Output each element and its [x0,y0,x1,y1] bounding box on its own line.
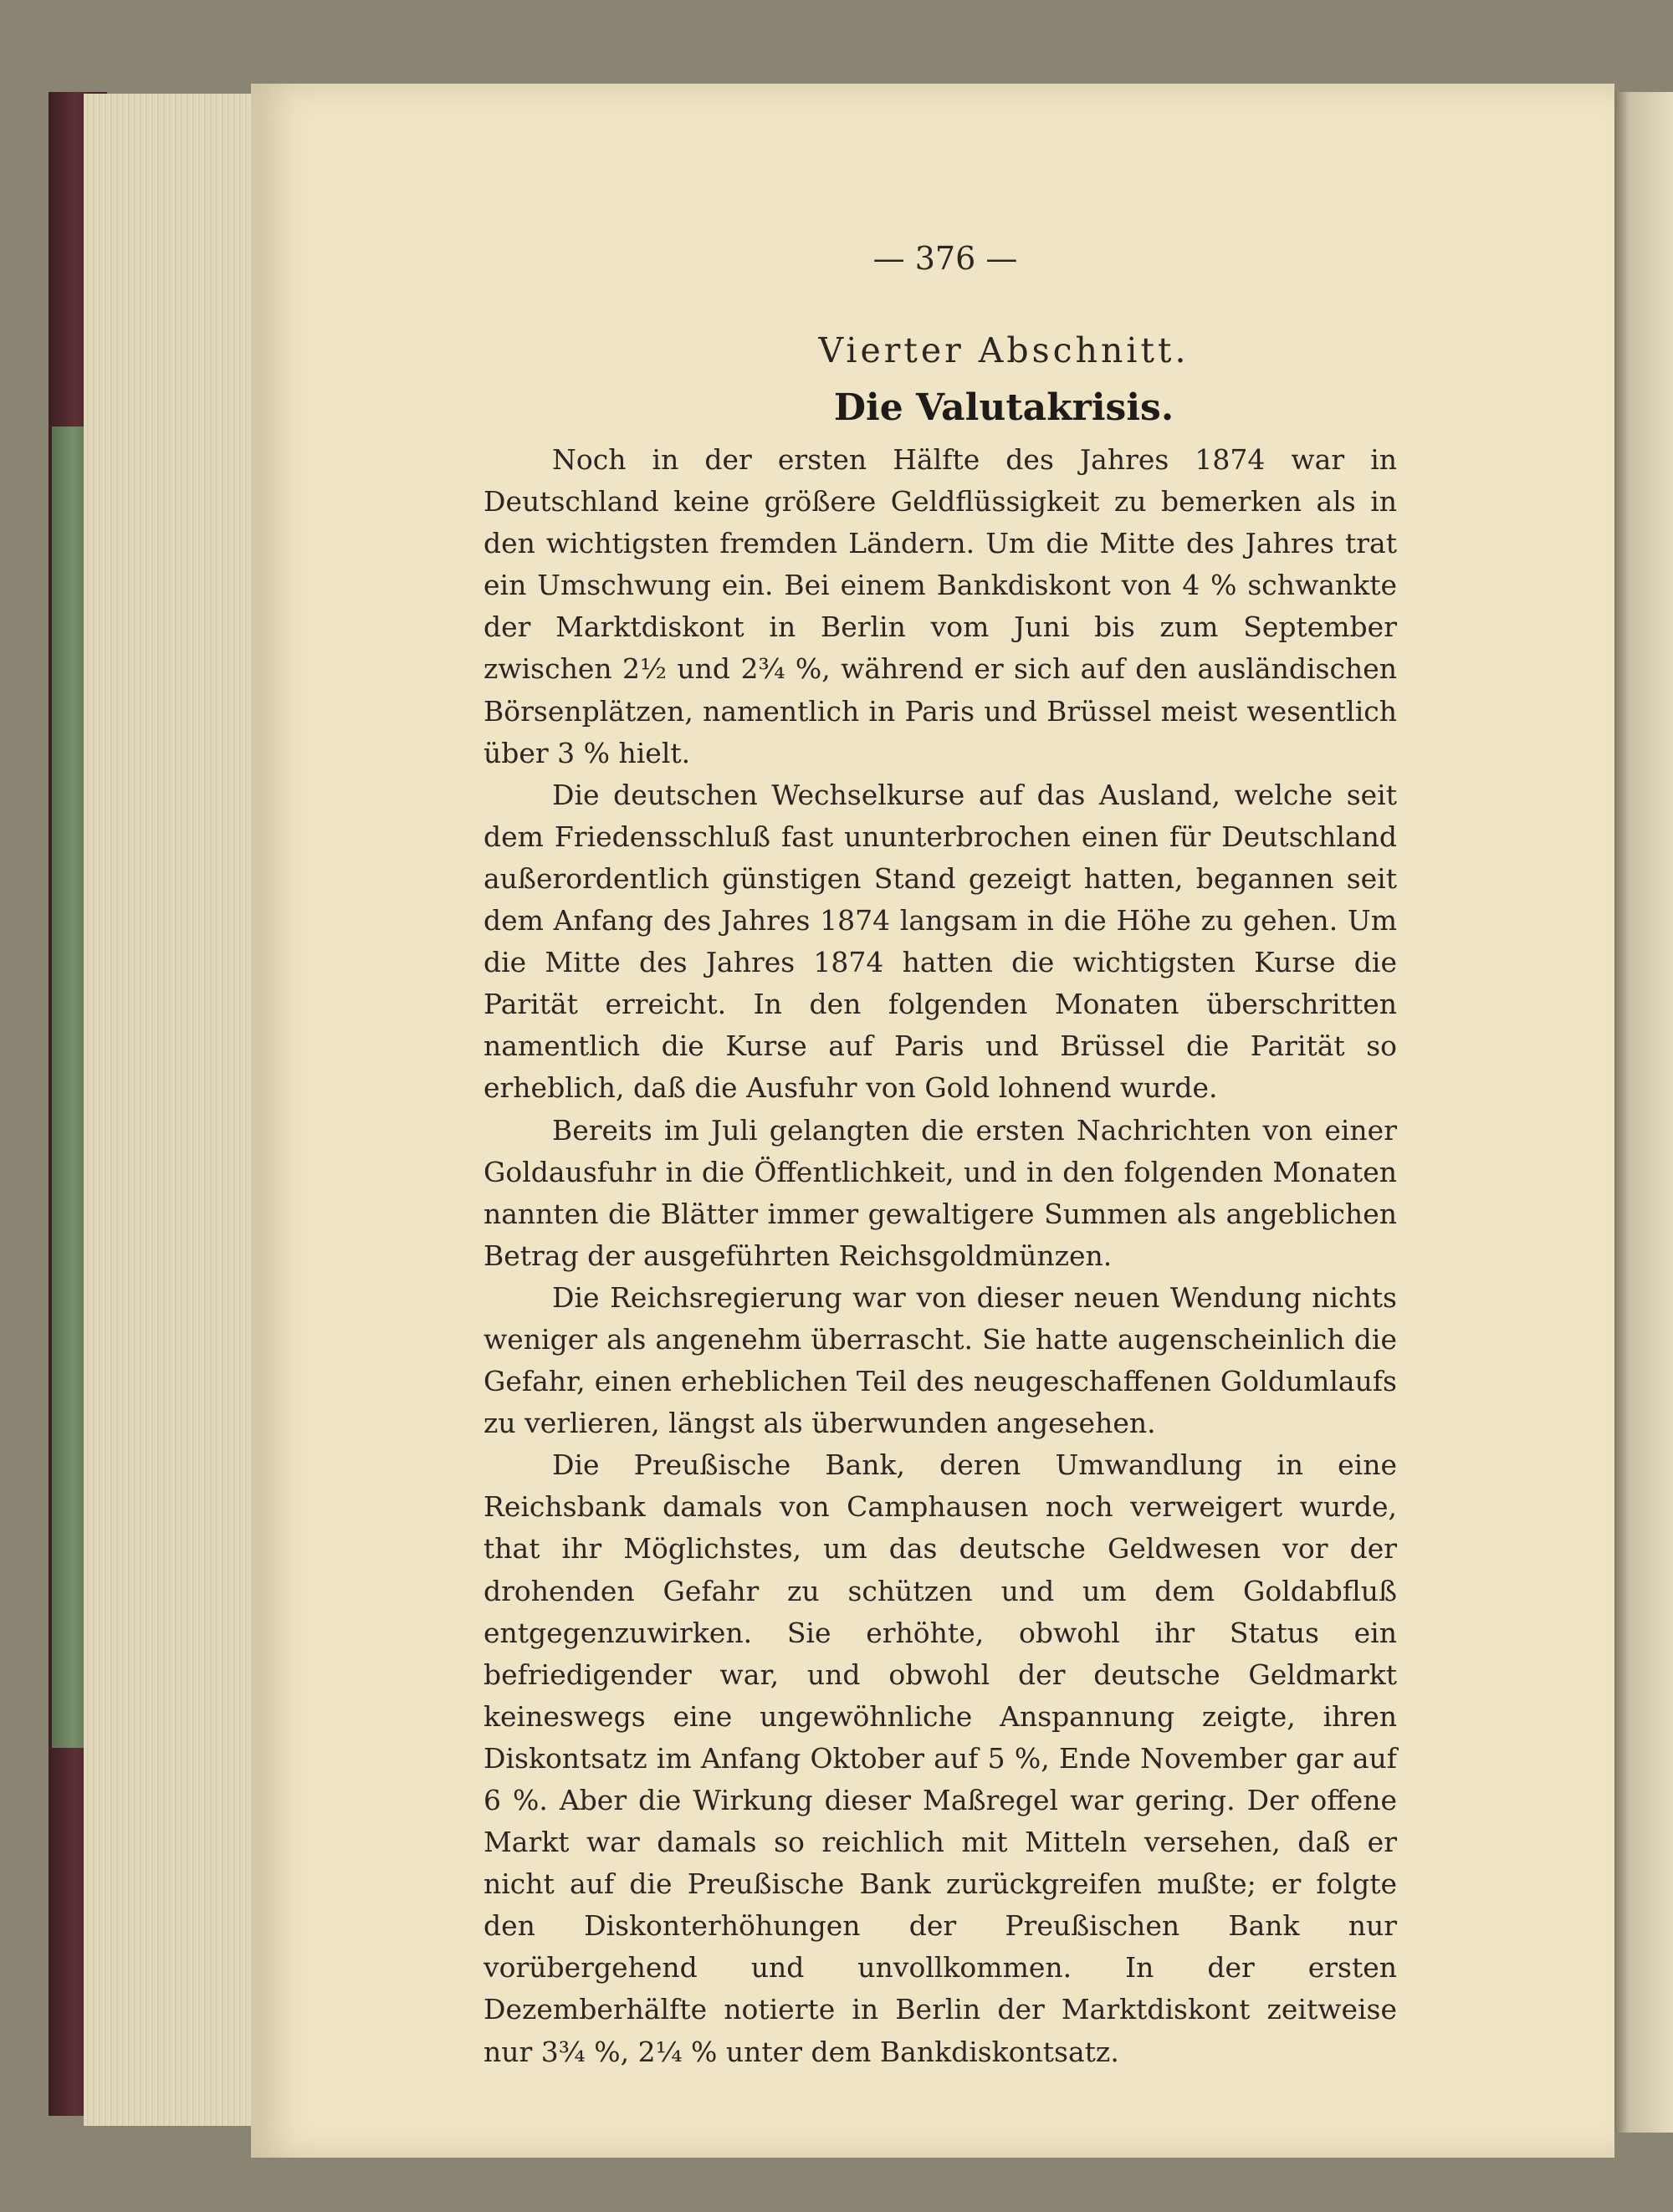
body-text [483,439,1397,2073]
page-stack-edges [84,94,268,2126]
paragraph: Die Preußische Bank, deren Umwandlung in eine Reichsbank damals von Camphausen noch verweigert wurde, that ihr Möglichstes, um das deutsche Geldwesen vor der drohenden Gefahr zu schützen und um dem Goldabfluß entgegenzuwirken. Sie erhöhte, obwohl ihr Status ein befriedigender war, und obwohl der deutsche Geldmarkt keineswegs eine ungewöhnliche Anspannung zeigte, ihren Diskontsatz im Anfang Oktober auf 5 %, Ende November gar auf 6 %. Aber die Wirkung dieser Maßregel war gering. Der offene Markt war damals so reichlich mit Mitteln versehen, daß er nicht auf die Preußische Bank zurückgreifen mußte; er folgte den Diskonterhöhungen der Preußischen Bank nur vorübergehend und unvollkommen. In der ersten Dezemberhälfte notierte in Berlin der Marktdiskont zeitweise nur 3¾ %, 2¼ % unter dem Bankdiskontsatz. [483,1448,1397,2068]
section-label: Vierter Abschnitt. [818,330,1190,370]
section-title: Die Valutakrisis. [833,386,1174,429]
paragraph: Noch in der ersten Hälfte des Jahres 1874 war in Deutschland keine größere Geldflüssigkeit zu bemerken als in den wichtigsten fremden Ländern. Um die Mitte des Jahres trat ein Umschwung ein. Bei einem Bankdiskont von 4 % schwankte der Marktdiskont in Berlin vom Juni bis zum September zwischen 2½ und 2¾ %, während er sich auf den ausländischen Börsenplätzen, namentlich in Paris und Brüssel meist wesentlich über 3 % hielt. [483,443,1397,769]
facing-page-edge [1610,92,1673,2133]
page-number: — 376 — [872,240,1018,277]
paragraph: Die deutschen Wechselkurse auf das Ausland, welche seit dem Friedensschluß fast ununterbrochen einen für Deutschland außerordentlich günstigen Stand gezeigt hatten, begannen seit dem Anfang des Jahres 1874 langsam in die Höhe zu gehen. Um die Mitte des Jahres 1874 hatten die wichtigsten Kurse die Parität erreicht. In den folgenden Monaten überschritten namentlich die Kurse auf Paris und Brüssel die Parität so erheblich, daß die Ausfuhr von Gold lohnend wurde. [483,778,1397,1105]
paragraph: Bereits im Juli gelangten die ersten Nachrichten von einer Goldausfuhr in die Öffentlichkeit, und in den folgenden Monaten nannten die Blätter immer gewaltigere Summen als angeblichen Betrag der ausgeführten Reichsgoldmünzen. [483,1113,1397,1272]
paragraph: Die Reichsregierung war von dieser neuen Wendung nichts weniger als angenehm überrascht. Sie hatte augenscheinlich die Gefahr, einen erheblichen Teil des neugeschaffenen Goldumlaufs zu verlieren, längst als überwunden angesehen. [483,1280,1397,1440]
